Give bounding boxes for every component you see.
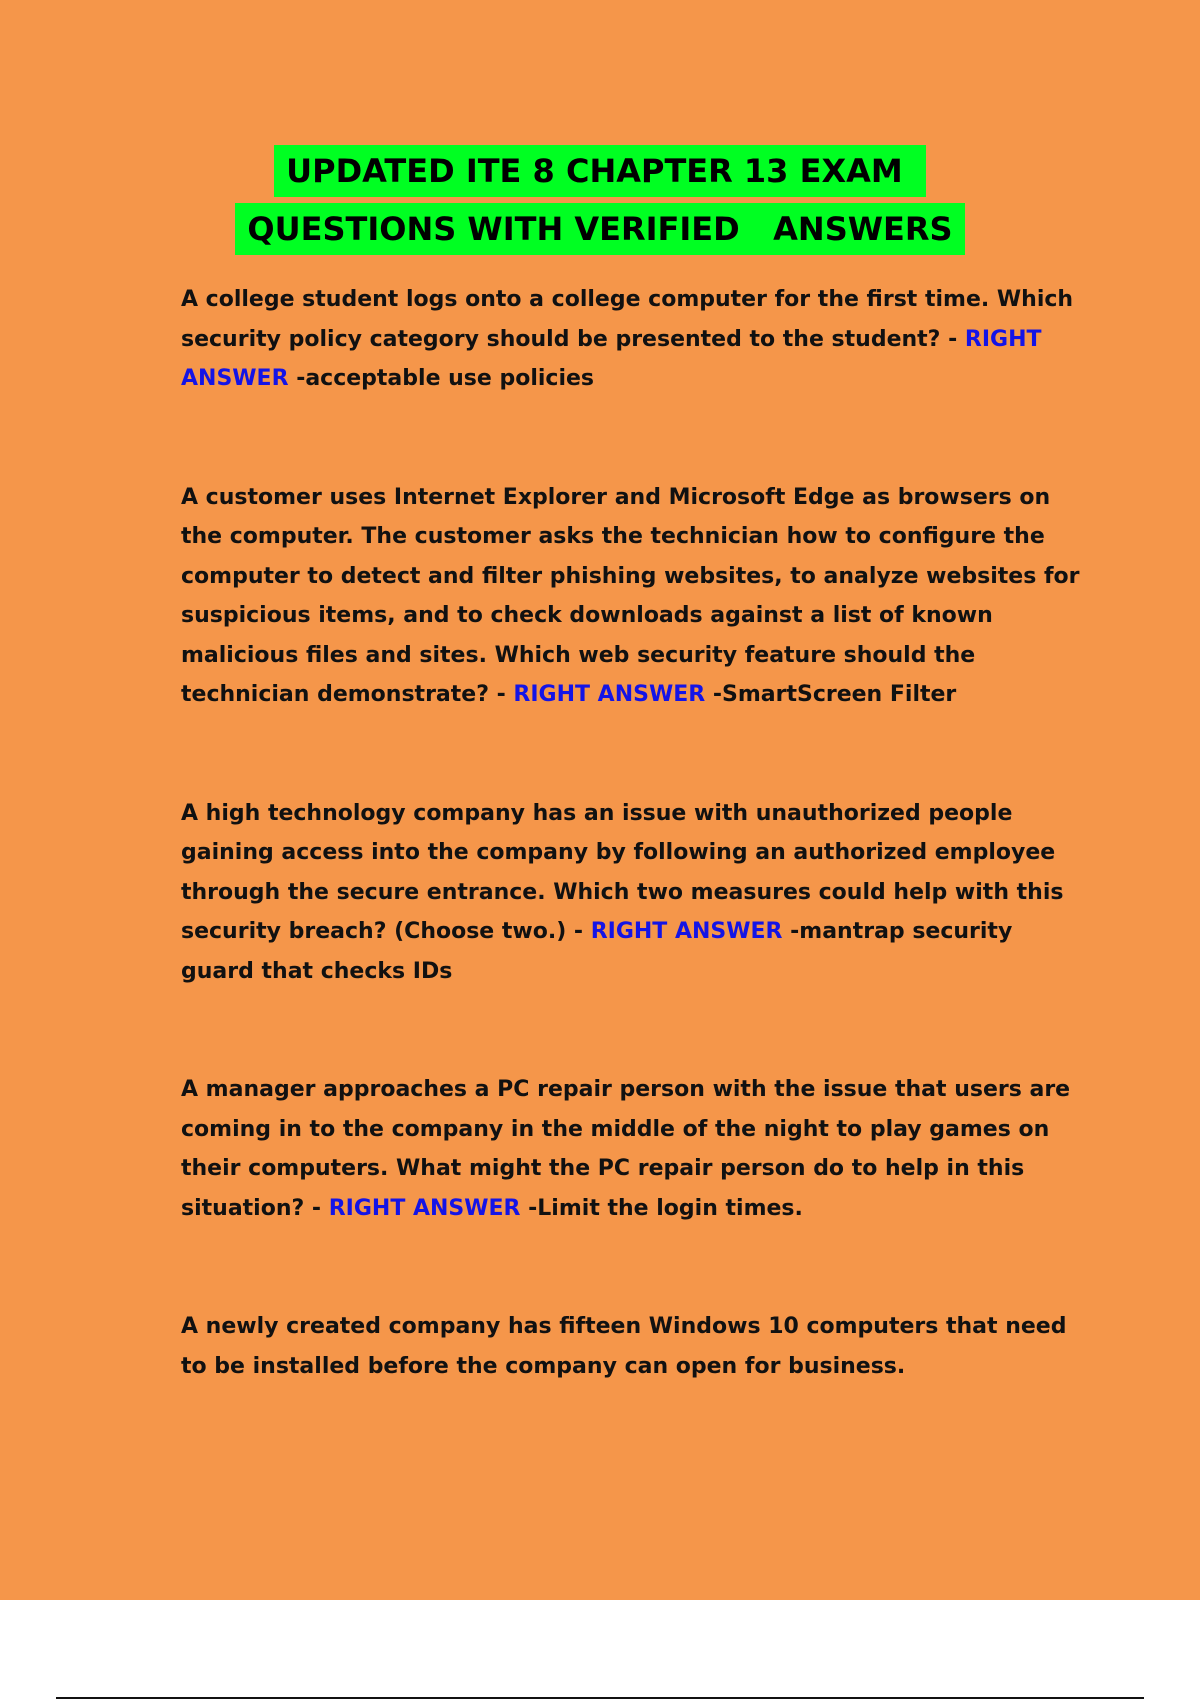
question-text: A customer uses Internet Explorer and Microsoft Edge as browsers on the computer. The customer asks the technician how to configure the computer to detect and filter phishing websites, to analyze websites for suspicious items, and to check downloads against a list of known malicious files and sites. Which web security feature should the technician demonstrate? -	[181, 484, 1080, 707]
right-answer-label: RIGHT ANSWER	[181, 326, 1042, 391]
question-item	[181, 1070, 1081, 1228]
question-text: A manager approaches a PC repair person with the issue that users are coming in to the company in the middle of the night to play games on their computers. What might the PC repair person do to help in this situation? -	[181, 1077, 1071, 1221]
title-line-1: UPDATED ITE 8 CHAPTER 13 EXAM	[274, 145, 926, 197]
question-item	[181, 1307, 1081, 1386]
question-text: A college student logs onto a college computer for the first time. Which security policy category should be presented to the student? -	[181, 287, 1074, 352]
question-text: A high technology company has an issue with unauthorized people gaining access into the company by following an authorized employee through the secure entrance. Which two measures could help with this security breach? (Choose two.) -	[181, 800, 1064, 944]
question-item	[181, 478, 1081, 715]
right-answer-label: RIGHT ANSWER	[513, 682, 706, 707]
right-answer-label: RIGHT ANSWER	[590, 919, 783, 944]
document-title	[0, 145, 1200, 255]
answer-text: -acceptable use policies	[288, 366, 595, 391]
footer-divider	[56, 1697, 1144, 1699]
answer-text: -mantrap security guard that checks IDs	[181, 919, 1013, 984]
question-item	[181, 794, 1081, 992]
title-line-2: QUESTIONS WITH VERIFIED ANSWERS	[235, 203, 964, 255]
answer-text: -Limit the login times.	[520, 1195, 803, 1221]
question-text: A newly created company has fifteen Windows 10 computers that need to be installed before the company can open for business.	[181, 1314, 1067, 1379]
answer-text: -SmartScreen Filter	[705, 682, 957, 707]
right-answer-label: RIGHT ANSWER	[328, 1195, 521, 1221]
question-item	[181, 280, 1081, 399]
question-list	[181, 280, 1081, 1465]
